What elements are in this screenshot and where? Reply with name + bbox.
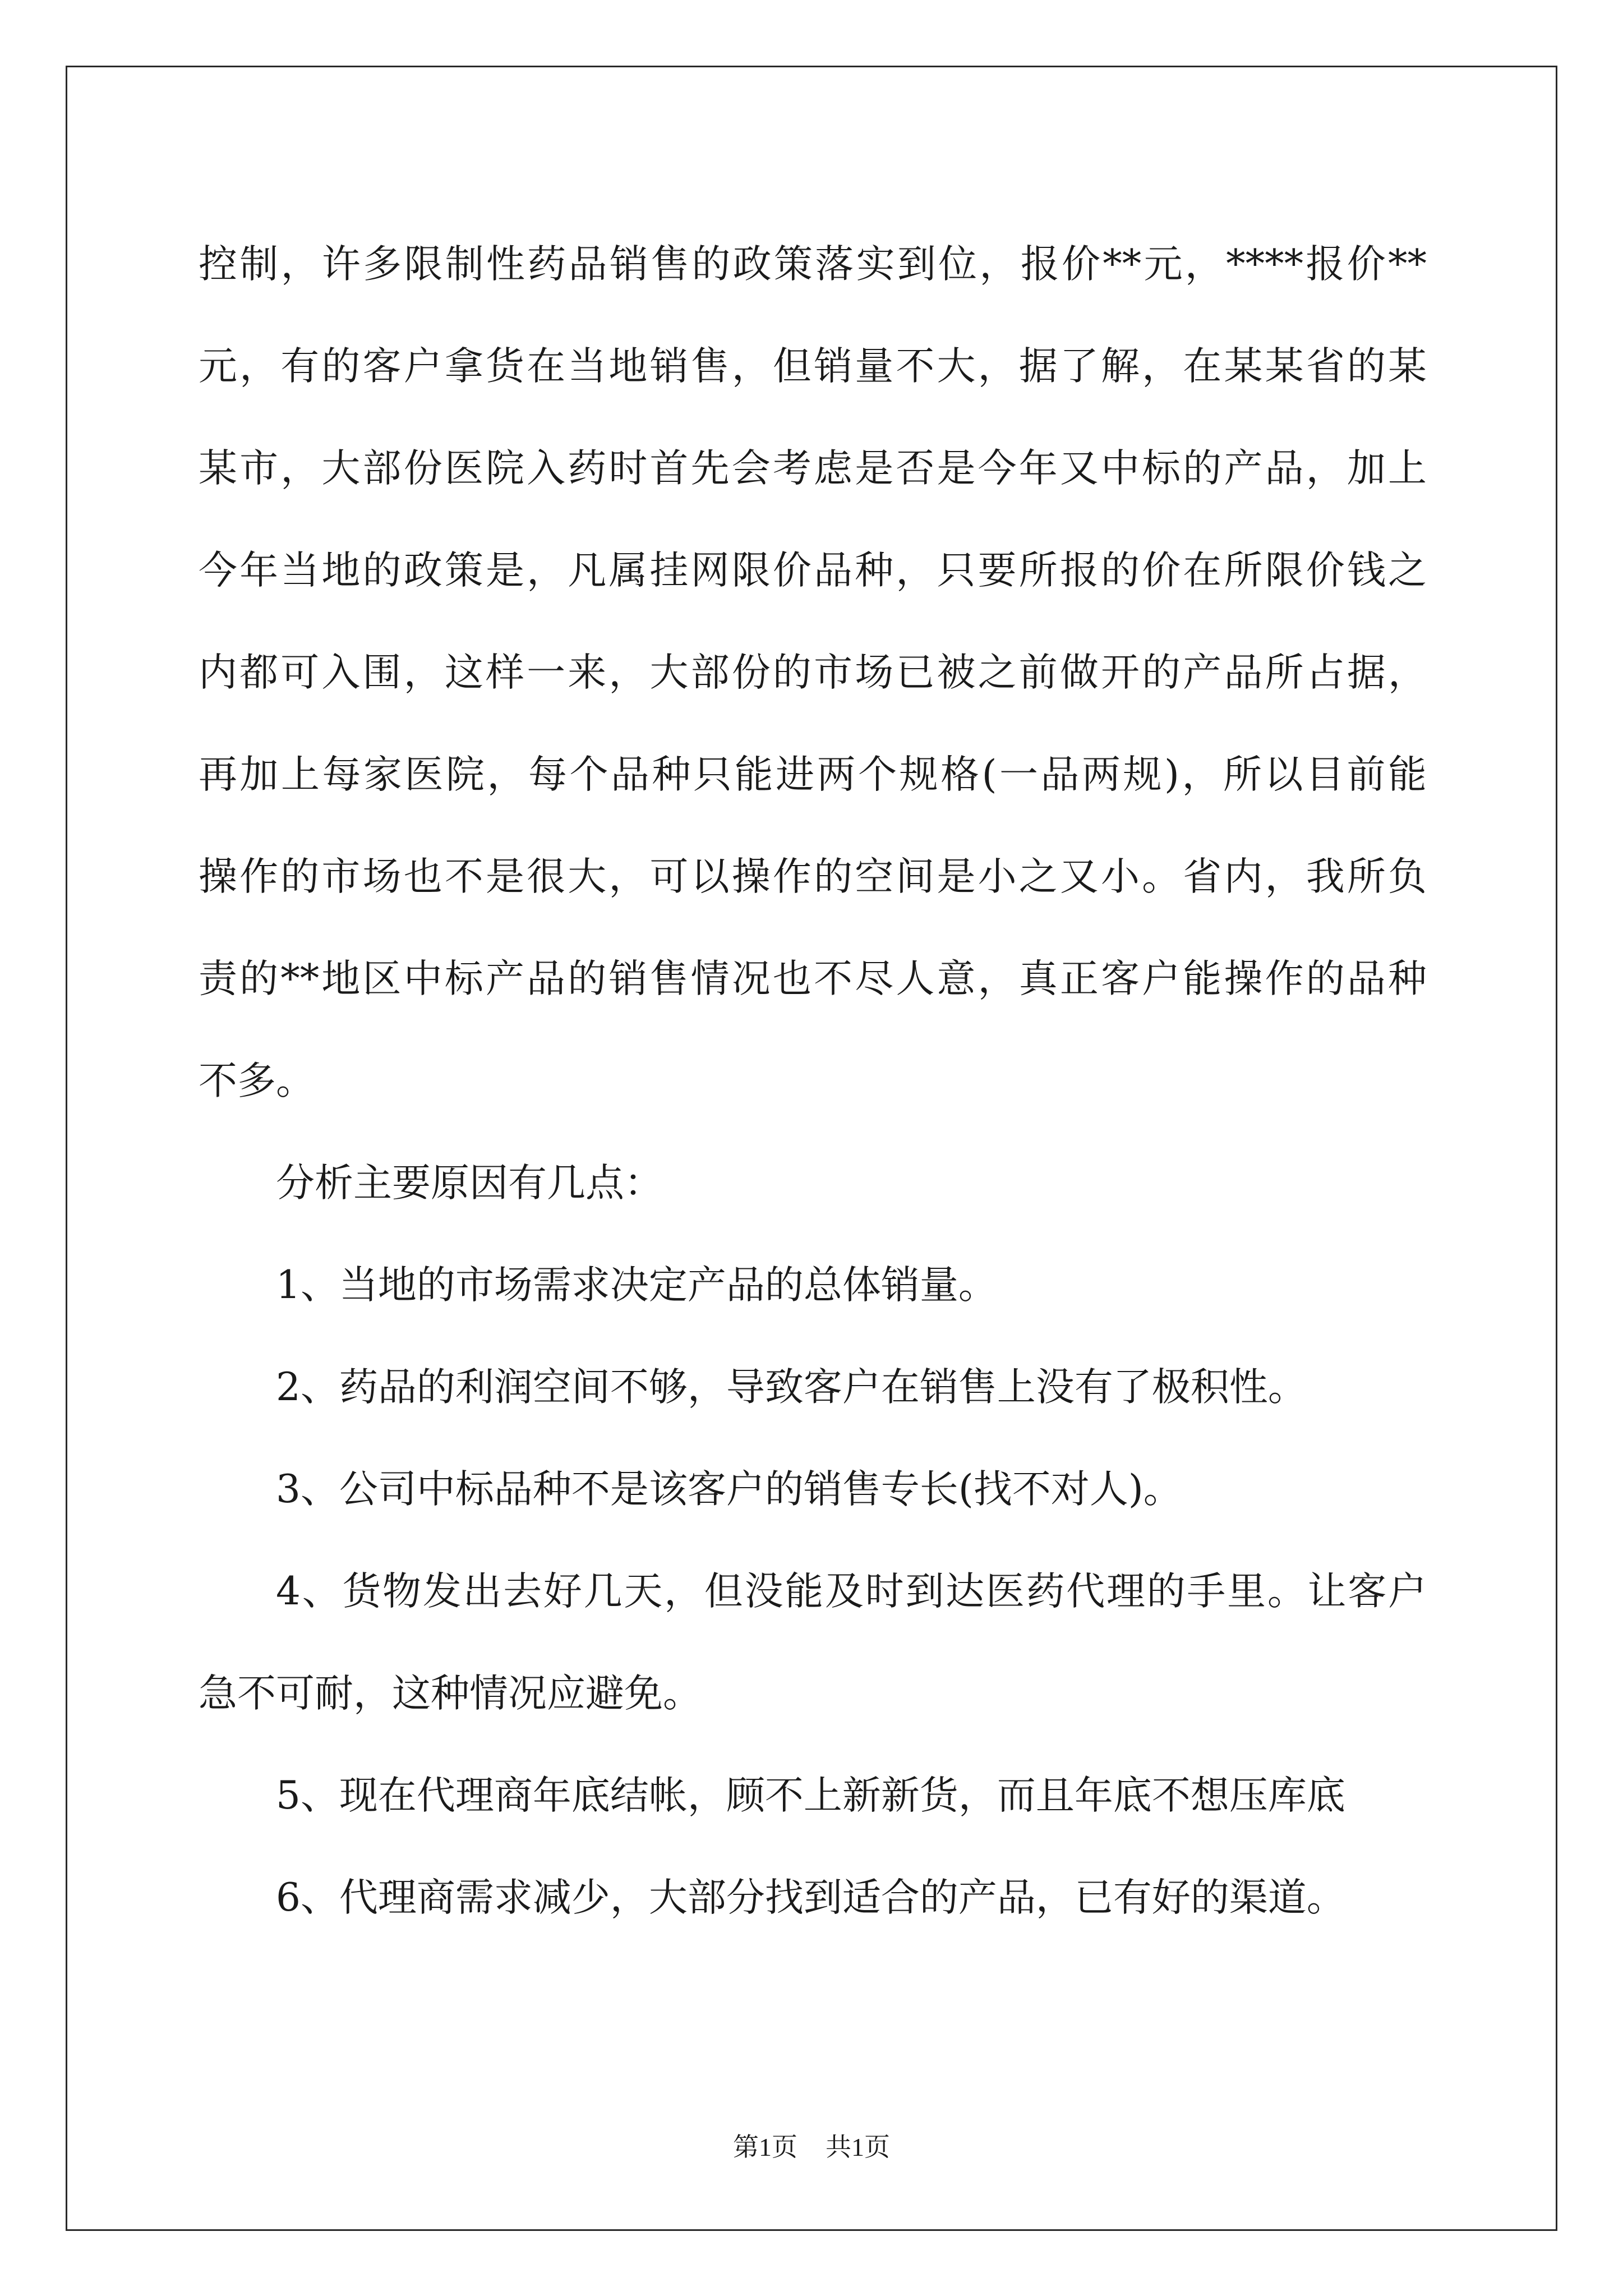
text-line: 元，有的客户拿货在当地销售，但销量不大，据了解，在某某省的某 <box>199 344 1427 389</box>
text-line: 操作的市场也不是很大，可以操作的空间是小之又小。省内，我所负 <box>199 854 1427 899</box>
text-line: 控制，许多限制性药品销售的政策落实到位，报价**元，****报价** <box>199 242 1427 287</box>
text-line: 再加上每家医院，每个品种只能进两个规格(一品两规)，所以目前能 <box>199 752 1427 797</box>
reason-item: 6、代理商需求减少，大部分找到适合的产品，已有好的渠道。 <box>276 1875 1345 1920</box>
text-line: 责的**地区中标产品的销售情况也不尽人意，真正客户能操作的品种 <box>199 956 1427 1001</box>
page-footer <box>0 2131 1623 2164</box>
text-line: 不多。 <box>199 1059 315 1103</box>
reason-item: 2、药品的利润空间不够，导致客户在销售上没有了极积性。 <box>276 1365 1307 1410</box>
reason-item: 1、当地的市场需求决定产品的总体销量。 <box>276 1263 997 1308</box>
reason-item: 4、货物发出去好几天，但没能及时到达医药代理的手里。让客户 <box>276 1569 1427 1614</box>
text-line: 今年当地的政策是，凡属挂网限价品种，只要所报的价在所限价钱之 <box>199 548 1427 593</box>
document-body <box>199 213 1427 1949</box>
text-line: 内都可入围，这样一来，大部份的市场已被之前做开的产品所占据， <box>199 650 1427 695</box>
page-total: 共1页 <box>826 2133 890 2161</box>
analysis-heading: 分析主要原因有几点： <box>276 1161 663 1205</box>
reason-item-continuation: 急不可耐，这种情况应避免。 <box>199 1671 702 1716</box>
page-number: 第1页 <box>733 2133 797 2161</box>
text-line: 某市，大部份医院入药时首先会考虑是否是今年又中标的产品，加上 <box>199 446 1427 491</box>
reason-item: 5、现在代理商年底结帐，顾不上新新货，而且年底不想压库底 <box>276 1773 1345 1818</box>
reason-item: 3、公司中标品种不是该客户的销售专长(找不对人)。 <box>276 1467 1182 1512</box>
